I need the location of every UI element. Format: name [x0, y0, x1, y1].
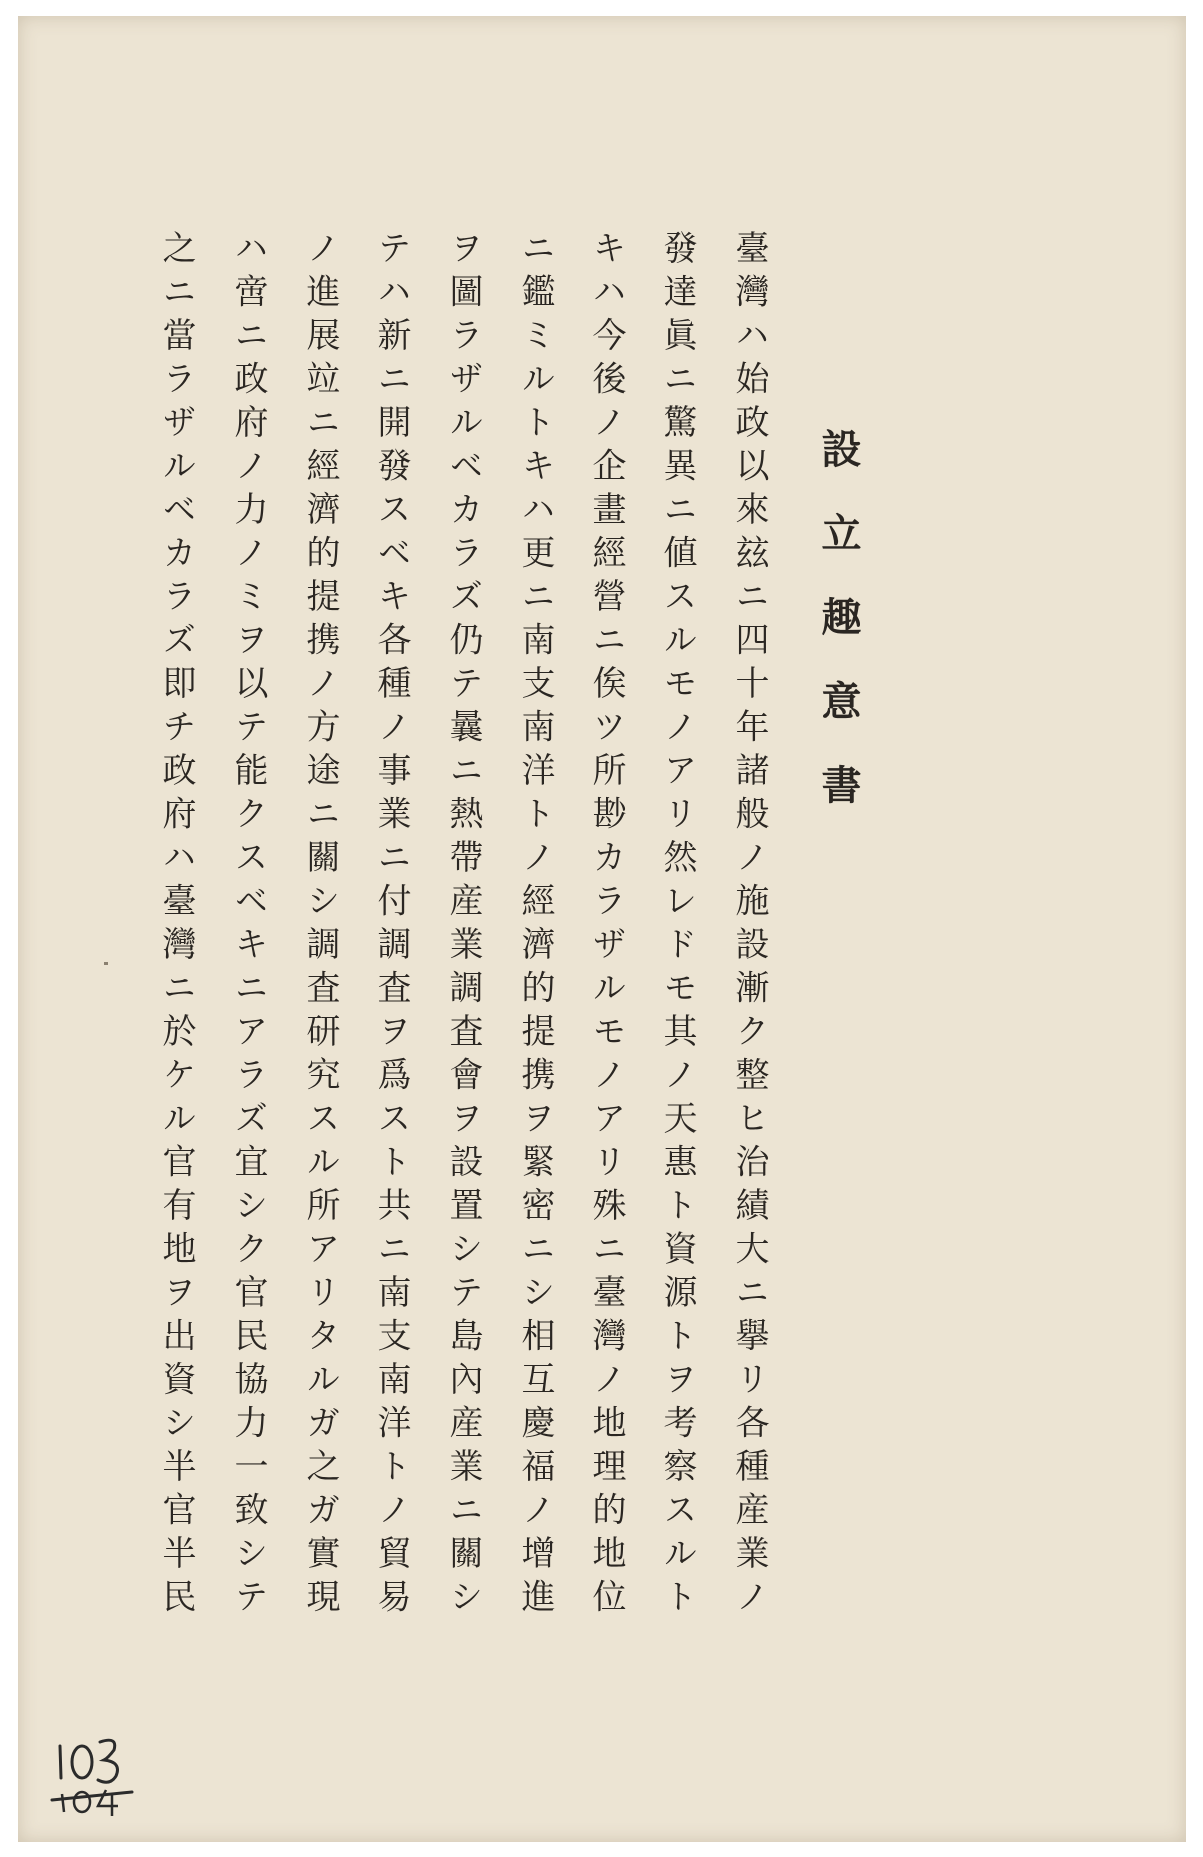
text-column-9: 之ニ當ラザルベカラズ即チ政府ハ臺灣ニ於ケル官有地ヲ出資シ半官半民 [156, 230, 196, 1622]
text-column-2: 發達眞ニ驚異ニ値スルモノアリ然レドモ其ノ天惠ト資源トヲ考察スルト [657, 230, 697, 1622]
text-column-3: キハ今後ノ企畫經營ニ俟ツ所尠カラザルモノアリ殊ニ臺灣ノ地理的地位 [586, 230, 626, 1622]
handwritten-page-number [48, 1716, 138, 1816]
text-column-1: 臺灣ハ始政以來玆ニ四十年諸般ノ施設漸ク整ヒ治績大ニ擧リ各種産業ノ [729, 230, 769, 1622]
handwritten-numbers-drawing [48, 1716, 138, 1816]
document-page [18, 16, 1186, 1842]
stray-mark [104, 962, 108, 965]
text-column-6: テハ新ニ開發スベキ各種ノ事業ニ付調査ヲ爲スト共ニ南支南洋トノ貿易 [371, 230, 411, 1622]
text-column-7: ノ進展竝ニ經濟的提携ノ方途ニ關シ調査研究スル所アリタルガ之ガ實現 [300, 230, 340, 1622]
text-column-4: ニ鑑ミルトキハ更ニ南支南洋トノ經濟的提携ヲ緊密ニシ相互慶福ノ增進 [515, 230, 555, 1622]
text-column-8: ハ啻ニ政府ノ力ノミヲ以テ能クスベキニアラズ宜シク官民協力一致シテ [228, 230, 268, 1622]
document-title: 設立趣意書 [815, 428, 862, 848]
text-column-5: ヲ圖ラザルベカラズ仍テ曩ニ熱帶産業調査會ヲ設置シテ島內産業ニ關シ [443, 230, 483, 1622]
